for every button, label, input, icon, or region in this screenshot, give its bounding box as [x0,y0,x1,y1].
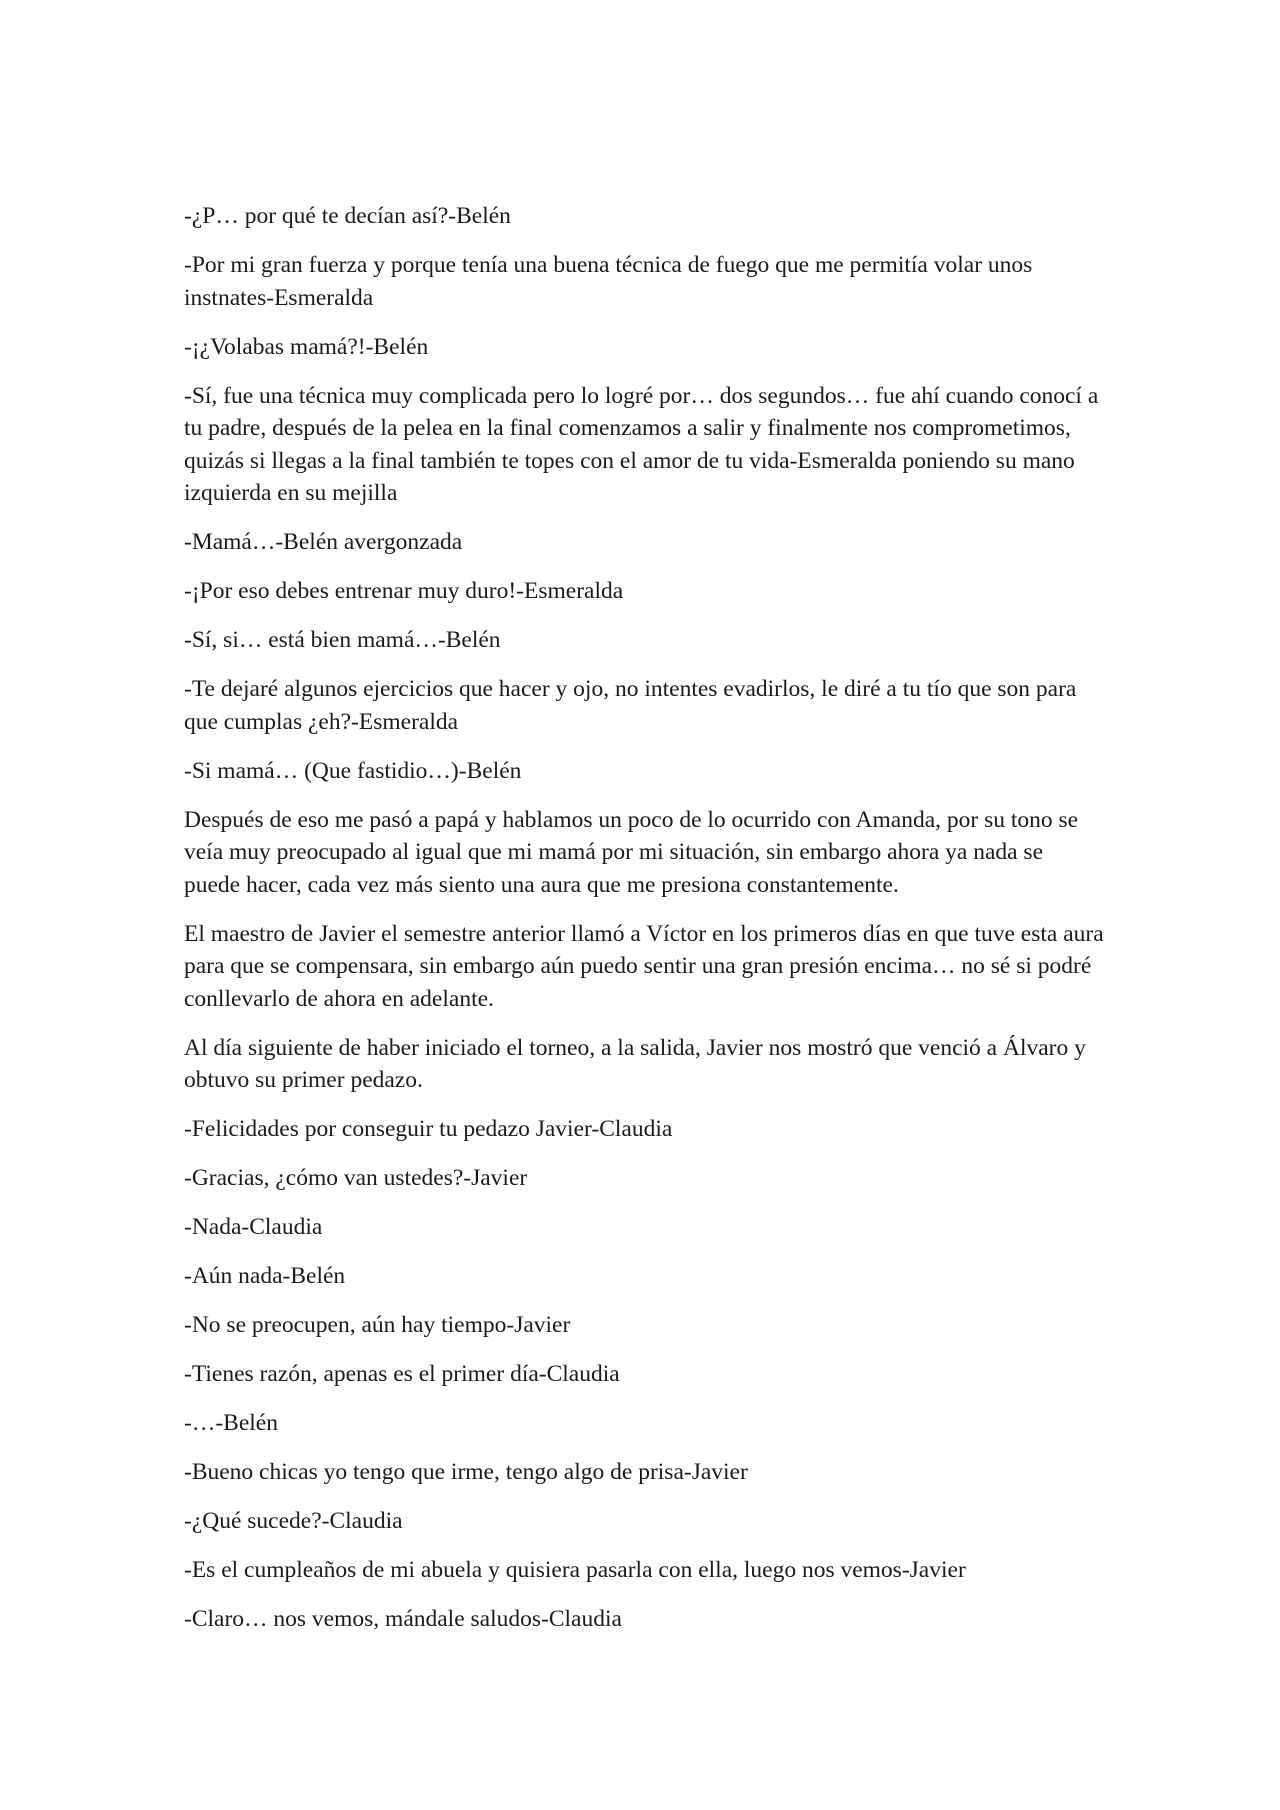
paragraph: Después de eso me pasó a papá y hablamos un poco de lo ocurrido con Amanda, por su tono se veía muy preocupado al igual que mi mamá por mi situación, sin embargo ahora ya nada se puede hacer, cada vez más siento una aura que me presiona constantemente. [184,806,1079,898]
paragraph: -Bueno chicas yo tengo que irme, tengo algo de prisa-Javier [184,1459,748,1485]
paragraph: -Sí, si… está bien mamá…-Belén [184,627,501,653]
paragraph: -¿Qué sucede?-Claudia [184,1508,403,1534]
paragraph: -Te dejaré algunos ejercicios que hacer y ojo, no intentes evadirlos, le diré a tu tío que son para que cumplas ¿eh?-Esmeralda [184,676,1077,735]
paragraph: -Tienes razón, apenas es el primer día-Claudia [184,1361,620,1387]
paragraph: -Si mamá… (Que fastidio…)-Belén [184,757,522,784]
paragraph: Al día siguiente de haber iniciado el torneo, a la salida, Javier nos mostró que venció a Álvaro y obtuvo su primer pedazo. [184,1034,1086,1093]
paragraph: -¡¿Volabas mamá?!-Belén [184,333,429,360]
paragraph: -Es el cumpleaños de mi abuela y quisiera pasarla con ella, luego nos vemos-Javier [184,1557,966,1583]
paragraph: -¿P… por qué te decían así?-Belén [184,203,511,229]
paragraph: -Felicidades por conseguir tu pedazo Javier-Claudia [184,1116,673,1142]
paragraph: -¡Por eso debes entrenar muy duro!-Esmeralda [184,578,624,604]
paragraph: -…-Belén [184,1410,278,1436]
paragraph: -Por mi gran fuerza y porque tenía una buena técnica de fuego que me permitía volar unos instnates-Esmeralda [184,252,1033,311]
paragraph: -Sí, fue una técnica muy complicada pero lo logré por… dos segundos… fue ahí cuando conocí a tu padre, después de la pelea en la final comenzamos a salir y finalmente nos comprometimos, quizás si llegas a la final también te topes con el amor de tu vida-Esmeralda poniendo su mano izquierda en su mejilla [184,382,1099,506]
paragraph: El maestro de Javier el semestre anterior llamó a Víctor en los primeros días en que tuve esta aura para que se compensara, sin embargo aún puedo sentir una gran presión encima… no sé si podré conllevarlo de ahora en adelante. [184,920,1104,1012]
paragraph: -Mamá…-Belén avergonzada [184,529,463,555]
document-body [184,200,1104,1652]
paragraph: -No se preocupen, aún hay tiempo-Javier [184,1312,571,1338]
paragraph: -Gracias, ¿cómo van ustedes?-Javier [184,1165,528,1191]
paragraph: -Claro… nos vemos, mándale saludos-Claudia [184,1606,622,1632]
paragraph: -Aún nada-Belén [184,1263,346,1289]
paragraph: -Nada-Claudia [184,1214,323,1240]
